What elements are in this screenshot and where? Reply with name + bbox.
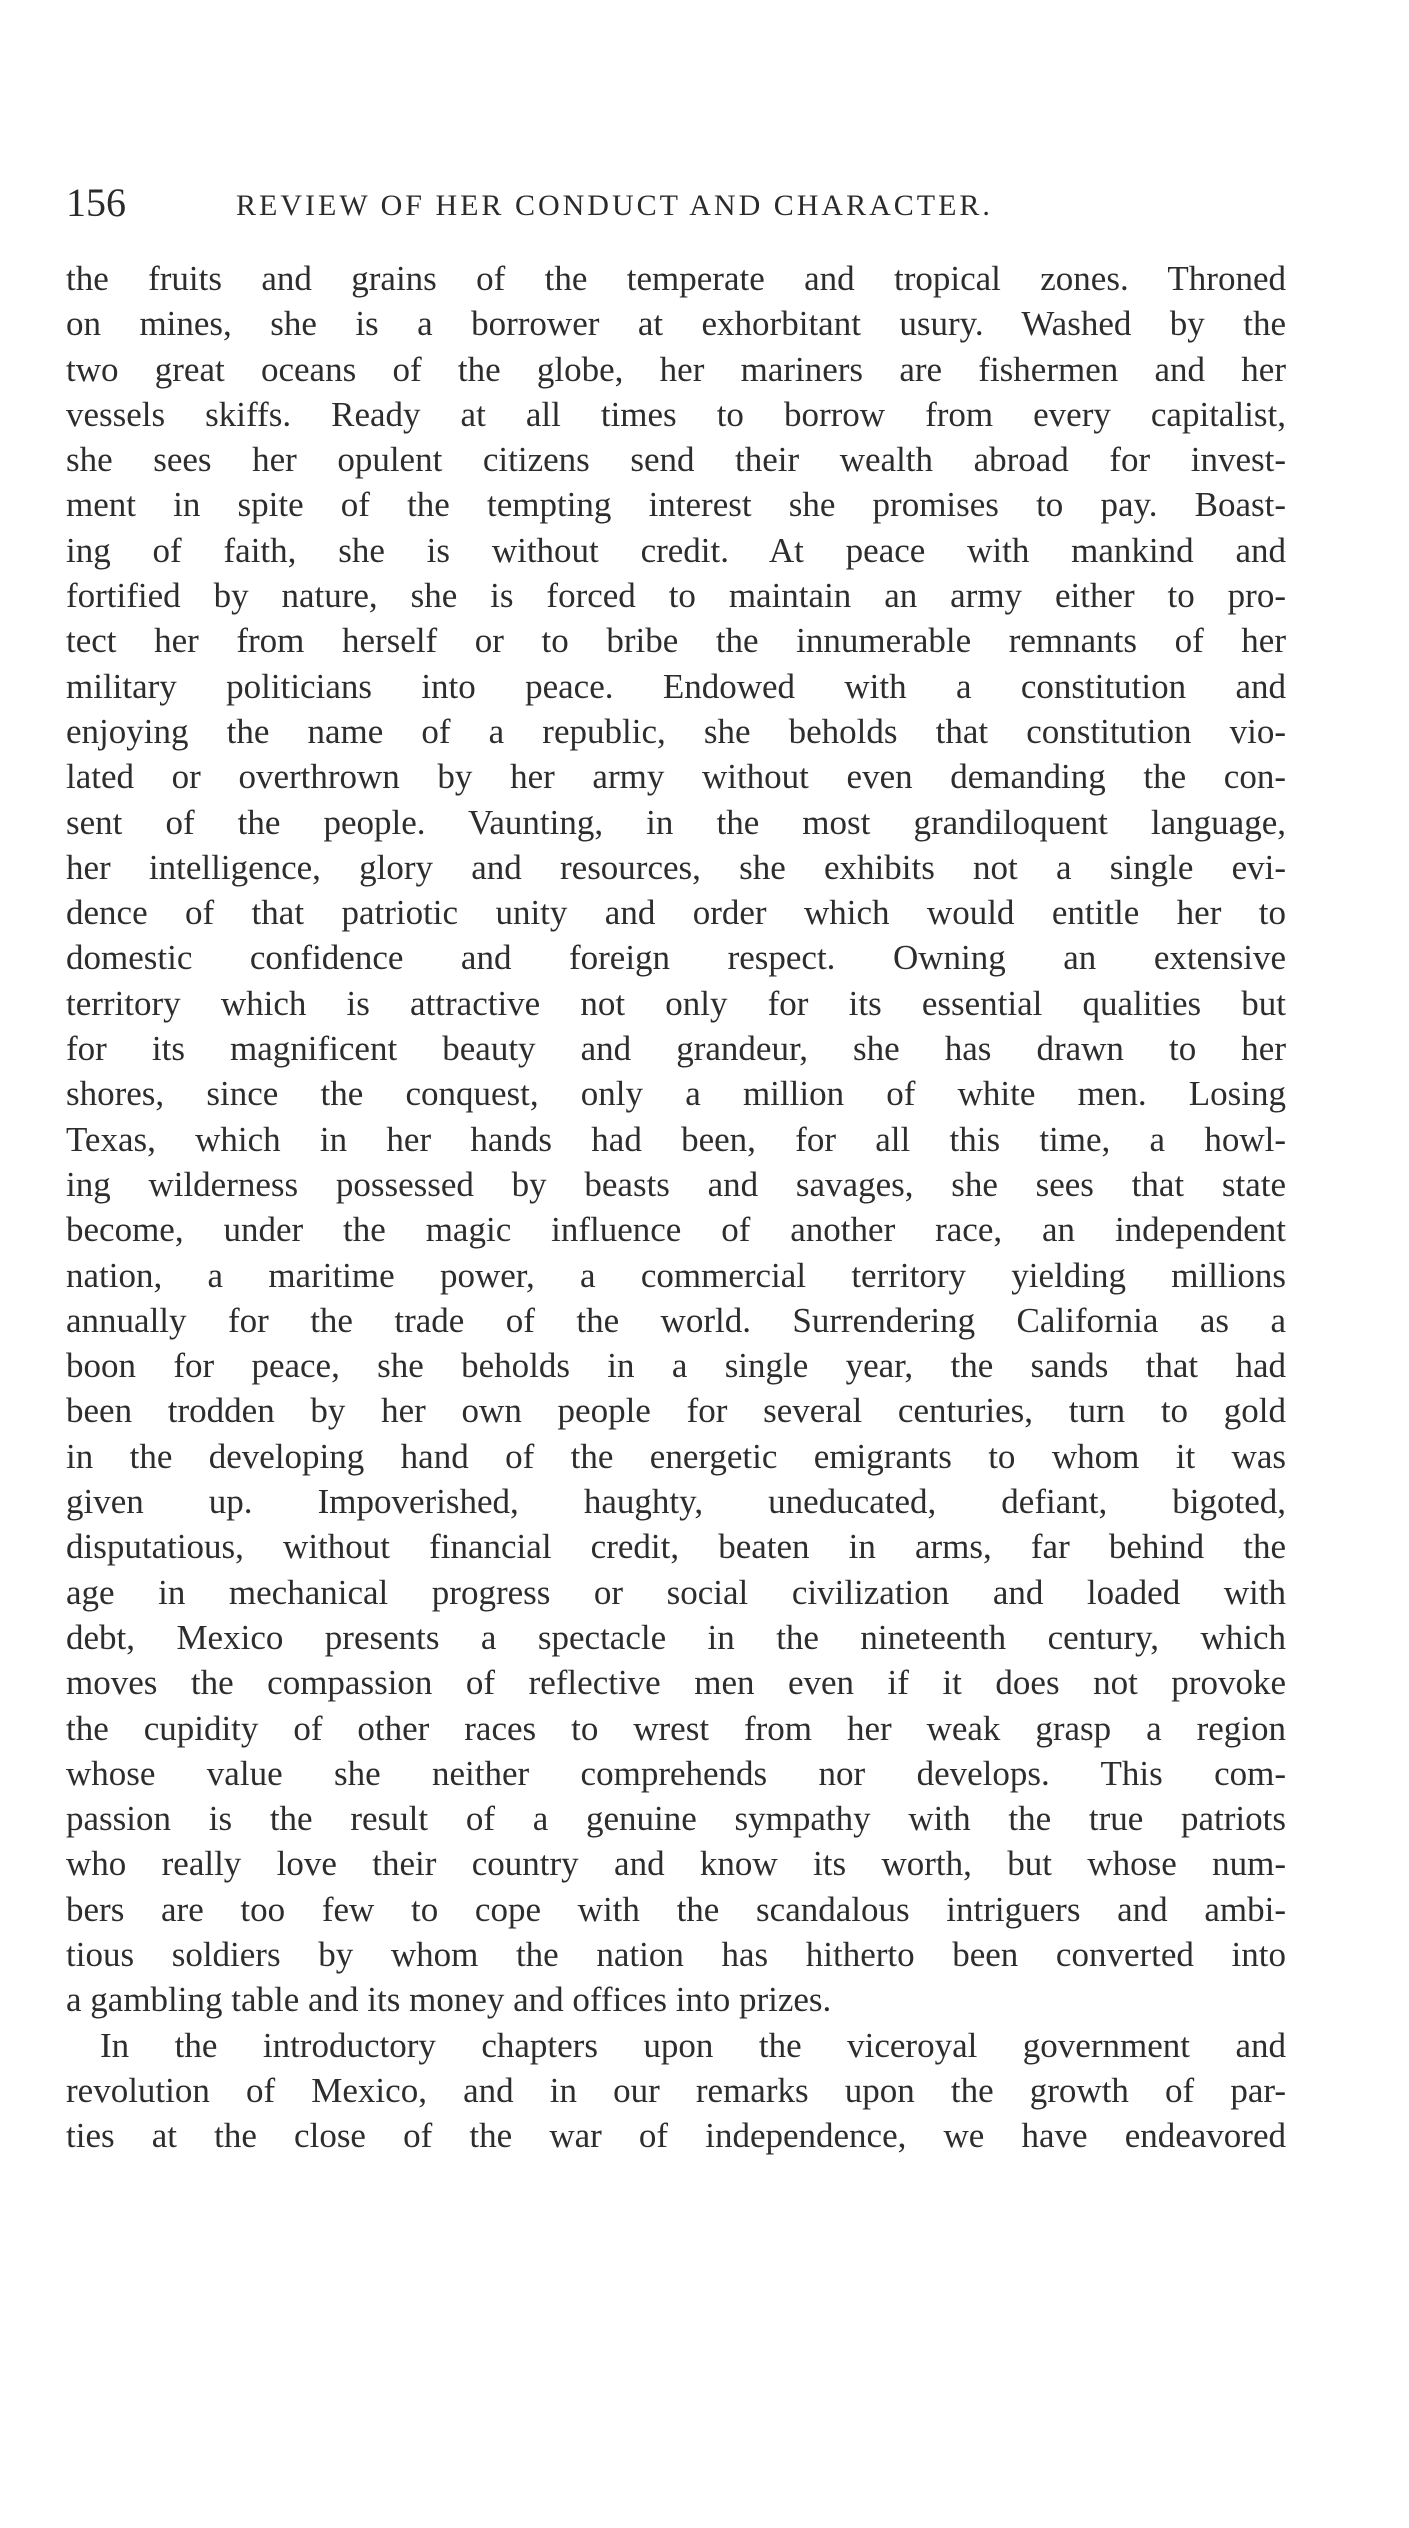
text-line: lated or overthrown by her army without even demanding the con- (66, 757, 1286, 797)
text-line: revolution of Mexico, and in our remarks upon the growth of par- (66, 2070, 1286, 2110)
text-line: sent of the people. Vaunting, in the most grandiloquent language, (66, 802, 1286, 842)
text-line: for its magnificent beauty and grandeur, she has drawn to her (66, 1029, 1286, 1069)
text-line: vessels skiffs. Ready at all times to borrow from every capitalist, (66, 394, 1286, 434)
text-line: ing wilderness possessed by beasts and savages, she sees that state (66, 1164, 1286, 1204)
text-line: become, under the magic influence of another race, an independent (66, 1210, 1286, 1250)
text-line: shores, since the conquest, only a million of white men. Losing (66, 1074, 1286, 1114)
text-line: two great oceans of the globe, her mariners are fishermen and her (66, 349, 1286, 389)
text-line: domestic confidence and foreign respect. Owning an extensive (66, 938, 1286, 978)
text-line: ment in spite of the tempting interest she promises to pay. Boast- (66, 485, 1286, 525)
text-line: dence of that patriotic unity and order which would entitle her to (66, 893, 1286, 933)
text-line: territory which is attractive not only for its essential qualities but (66, 983, 1286, 1023)
page-number: 156 (66, 180, 126, 225)
text-line: nation, a maritime power, a commercial territory yielding millions (66, 1255, 1286, 1295)
paragraph-end-line: a gambling table and its money and offices into prizes. (66, 1980, 832, 2020)
running-head-title: REVIEW OF HER CONDUCT AND CHARACTER. (236, 189, 993, 222)
text-line: whose value she neither comprehends nor develops. This com- (66, 1753, 1286, 1793)
text-line: debt, Mexico presents a spectacle in the nineteenth century, which (66, 1617, 1286, 1657)
text-line: tect her from herself or to bribe the innumerable remnants of her (66, 621, 1286, 661)
text-line: disputatious, without financial credit, beaten in arms, far behind the (66, 1527, 1286, 1567)
paragraph-start-line: In the introductory chapters upon the viceroyal government and (100, 2025, 1286, 2065)
text-line: who really love their country and know its worth, but whose num- (66, 1844, 1286, 1884)
text-line: on mines, she is a borrower at exhorbitant usury. Washed by the (66, 304, 1286, 344)
text-line: she sees her opulent citizens send their wealth abroad for invest- (66, 440, 1286, 480)
text-line: given up. Impoverished, haughty, uneducated, defiant, bigoted, (66, 1482, 1286, 1522)
text-line: enjoying the name of a republic, she beholds that constitution vio- (66, 711, 1286, 751)
text-line: ties at the close of the war of independence, we have endeavored (66, 2116, 1286, 2156)
text-line: fortified by nature, she is forced to maintain an army either to pro- (66, 576, 1286, 616)
body-text (66, 256, 1286, 2158)
text-line: the cupidity of other races to wrest from her weak grasp a region (66, 1708, 1286, 1748)
text-line: bers are too few to cope with the scandalous intriguers and ambi- (66, 1889, 1286, 1929)
text-line: military politicians into peace. Endowed with a constitution and (66, 666, 1286, 706)
text-line: boon for peace, she beholds in a single year, the sands that had (66, 1346, 1286, 1386)
text-line: tious soldiers by whom the nation has hitherto been converted into (66, 1934, 1286, 1974)
text-line: Texas, which in her hands had been, for all this time, a howl- (66, 1119, 1286, 1159)
text-line: the fruits and grains of the temperate and tropical zones. Throned (66, 259, 1286, 298)
text-line: annually for the trade of the world. Surrendering California as a (66, 1300, 1286, 1340)
running-head (66, 178, 1366, 228)
text-line: age in mechanical progress or social civilization and loaded with (66, 1572, 1286, 1612)
text-line: been trodden by her own people for several centuries, turn to gold (66, 1391, 1286, 1431)
text-line: ing of faith, she is without credit. At peace with mankind and (66, 530, 1286, 570)
text-line: passion is the result of a genuine sympathy with the true patriots (66, 1799, 1286, 1839)
text-line: her intelligence, glory and resources, she exhibits not a single evi- (66, 847, 1286, 887)
text-line: in the developing hand of the energetic emigrants to whom it was (66, 1436, 1286, 1476)
text-line: moves the compassion of reflective men even if it does not provoke (66, 1663, 1286, 1703)
